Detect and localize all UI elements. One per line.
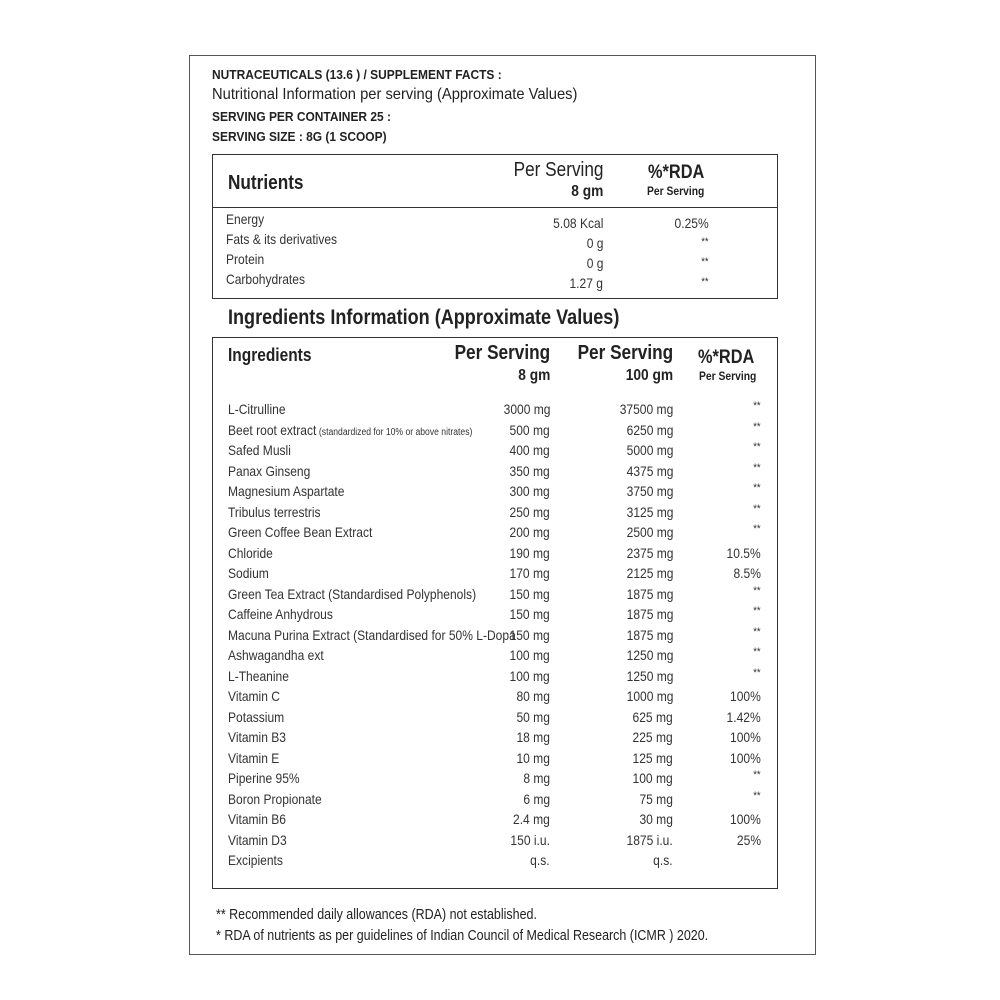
ingredients-col-rda: %*RDA xyxy=(698,347,755,368)
ingredient-name xyxy=(228,791,322,807)
ingredient-per-100: 5000 mg xyxy=(626,442,673,458)
ingredient-per-serving: 100 mg xyxy=(509,667,550,684)
ingredient-per-100: 1250 mg xyxy=(626,647,673,663)
ingredients-col-per-serving: Per Serving xyxy=(454,342,550,364)
ingredient-name xyxy=(228,832,287,848)
nutrient-per-serving: 5.08 Kcal xyxy=(552,215,603,231)
ingredient-name-text: Piperine 95% xyxy=(228,770,300,786)
ingredient-name-text: Vitamin D3 xyxy=(228,831,287,848)
header-line-2: Nutritional Information per serving (Approximate Values) xyxy=(212,86,578,103)
ingredient-per-serving: 80 mg xyxy=(516,688,550,704)
ingredient-per-serving: 200 mg xyxy=(509,524,550,540)
ingredient-row xyxy=(213,463,777,484)
ingredients-col-label: Ingredients xyxy=(228,345,312,365)
ingredient-per-100: 3125 mg xyxy=(626,503,673,520)
ingredient-rda: ** xyxy=(753,584,761,597)
ingredient-row xyxy=(213,504,777,525)
ingredient-name-text: Macuna Purina Extract (Standardised for 50% L-Dopa xyxy=(228,626,516,643)
ingredient-per-serving: 400 mg xyxy=(509,442,550,458)
ingredient-per-serving: 150 mg xyxy=(509,626,550,643)
ingredient-name xyxy=(228,688,280,704)
ingredient-name xyxy=(228,750,279,766)
ingredient-row xyxy=(213,791,777,812)
ingredient-per-serving: 170 mg xyxy=(509,565,550,581)
ingredient-name-text: Vitamin C xyxy=(228,688,280,704)
nutrients-col-per-serving: Per Serving xyxy=(513,159,603,181)
nutrient-rda: ** xyxy=(701,276,709,288)
ingredient-per-serving: 2.4 mg xyxy=(513,811,550,827)
ingredient-name-text: Vitamin B3 xyxy=(228,729,287,745)
ingredient-rda: 100% xyxy=(730,729,761,745)
ingredient-per-serving: 150 i.u. xyxy=(510,831,550,848)
ingredients-col-per-serving-sub: 8 gm xyxy=(517,367,550,384)
ingredient-per-100: 2375 mg xyxy=(626,544,673,561)
ingredient-name-text: Magnesium Aspartate xyxy=(228,483,345,499)
ingredient-per-serving: 3000 mg xyxy=(503,401,550,417)
ingredient-row xyxy=(213,586,777,607)
ingredient-per-100: 37500 mg xyxy=(619,401,673,417)
ingredient-name-text: Sodium xyxy=(228,565,269,581)
ingredient-row xyxy=(213,442,777,463)
ingredient-row xyxy=(213,483,777,504)
ingredient-rda: 25% xyxy=(736,831,761,848)
ingredient-rda: ** xyxy=(753,769,761,781)
ingredient-name xyxy=(228,770,300,786)
header-line-1: NUTRACEUTICALS (13.6 ) / SUPPLEMENT FACTS : xyxy=(212,67,502,82)
ingredient-per-serving: 350 mg xyxy=(509,462,550,479)
ingredient-per-serving: q.s. xyxy=(530,852,550,868)
ingredient-name-text: L-Theanine xyxy=(228,667,289,684)
ingredient-name xyxy=(228,504,321,520)
ingredient-rda: 100% xyxy=(730,811,761,827)
ingredient-name-text: Green Tea Extract (Standardised Polyphenols) xyxy=(228,585,477,602)
ingredient-rda: ** xyxy=(753,420,761,433)
ingredient-per-serving: 10 mg xyxy=(516,749,550,766)
ingredient-rda: 100% xyxy=(730,688,761,704)
ingredient-rda: ** xyxy=(753,461,761,474)
ingredient-per-serving: 50 mg xyxy=(516,708,550,725)
ingredient-name-text: Vitamin B6 xyxy=(228,811,287,827)
nutrients-table xyxy=(212,154,778,299)
nutrient-row xyxy=(213,271,777,292)
ingredient-rda: ** xyxy=(753,646,761,658)
nutrients-col-per-serving-sub: 8 gm xyxy=(570,183,603,200)
ingredient-name-text: Boron Propionate xyxy=(228,790,322,807)
ingredient-row xyxy=(213,401,777,422)
ingredients-col-per-100-sub: 100 gm xyxy=(625,367,673,384)
ingredient-name xyxy=(228,811,286,827)
ingredient-row xyxy=(213,627,777,648)
ingredient-per-100: 2125 mg xyxy=(626,565,673,581)
ingredients-col-rda-sub: Per Serving xyxy=(699,369,757,383)
ingredient-name xyxy=(228,442,291,458)
ingredient-row xyxy=(213,606,777,627)
ingredient-per-serving: 300 mg xyxy=(509,483,550,499)
ingredient-name-text: Safed Musli xyxy=(228,442,291,458)
nutrients-col-rda-sub: Per Serving xyxy=(647,184,705,198)
ingredient-per-100: 1875 mg xyxy=(626,626,673,643)
ingredient-rda: ** xyxy=(753,789,761,802)
ingredient-rda: ** xyxy=(753,482,761,494)
nutrient-per-serving: 1.27 g xyxy=(569,275,603,291)
ingredient-name xyxy=(228,483,344,499)
ingredient-row xyxy=(213,852,777,873)
ingredient-rda: ** xyxy=(753,605,761,617)
ingredient-row xyxy=(213,832,777,853)
nutrients-col-rda: %*RDA xyxy=(648,162,705,183)
ingredient-name-text: Tribulus terrestris xyxy=(228,503,321,520)
ingredient-rda: ** xyxy=(753,666,761,679)
ingredients-col-per-100: Per Serving xyxy=(577,342,673,364)
ingredient-name xyxy=(228,524,372,540)
ingredient-rda: 10.5% xyxy=(726,544,761,561)
ingredient-name xyxy=(228,586,476,602)
ingredient-name-text: Green Coffee Bean Extract xyxy=(228,524,373,540)
ingredient-per-100: 4375 mg xyxy=(626,462,673,479)
ingredient-name xyxy=(228,647,324,663)
ingredient-name xyxy=(228,709,284,725)
ingredient-per-100: 2500 mg xyxy=(626,524,673,540)
ingredient-rda: 1.42% xyxy=(726,708,761,725)
ingredient-rda: ** xyxy=(753,441,761,453)
ingredient-name-text: Potassium xyxy=(228,708,285,725)
nutrient-rda: ** xyxy=(701,256,709,268)
ingredient-per-100: 225 mg xyxy=(632,729,673,745)
ingredient-per-serving: 18 mg xyxy=(516,729,550,745)
ingredient-per-serving: 190 mg xyxy=(509,544,550,561)
ingredient-row xyxy=(213,647,777,668)
ingredient-per-100: 1000 mg xyxy=(626,688,673,704)
ingredient-name-text: Chloride xyxy=(228,544,273,561)
ingredient-per-100: 625 mg xyxy=(632,708,673,725)
ingredient-row xyxy=(213,422,777,443)
ingredient-per-serving: 6 mg xyxy=(523,790,550,807)
ingredient-per-100: 1875 i.u. xyxy=(626,831,673,848)
ingredient-per-serving: 100 mg xyxy=(509,647,550,663)
footnote-1: ** Recommended daily allowances (RDA) not established. xyxy=(216,907,537,923)
ingredient-name-text: Vitamin E xyxy=(228,749,280,766)
ingredient-name-text: L-Citrulline xyxy=(228,401,286,417)
ingredient-per-100: 1250 mg xyxy=(626,667,673,684)
nutrient-rda: 0.25% xyxy=(674,215,709,231)
ingredient-per-serving: 8 mg xyxy=(523,770,550,786)
ingredient-rda: ** xyxy=(753,625,761,638)
ingredient-name xyxy=(228,627,516,643)
ingredient-name xyxy=(228,463,310,479)
nutrient-name: Energy xyxy=(226,211,265,227)
nutrient-name: Protein xyxy=(226,251,265,267)
ingredients-title: Ingredients Information (Approximate Values) xyxy=(228,306,620,329)
ingredient-per-100: 75 mg xyxy=(639,790,673,807)
ingredient-name-text: Caffeine Anhydrous xyxy=(228,606,333,622)
nutrient-rda: ** xyxy=(701,236,709,248)
ingredient-rda: ** xyxy=(753,400,761,412)
ingredient-name-text: Beet root extract xyxy=(228,421,317,438)
nutrient-name: Carbohydrates xyxy=(226,271,305,287)
ingredient-row xyxy=(213,811,777,832)
ingredient-per-100: 1875 mg xyxy=(626,606,673,622)
nutrient-per-serving: 0 g xyxy=(586,255,603,271)
ingredient-name xyxy=(228,606,333,622)
ingredient-row xyxy=(213,668,777,689)
nutrient-row xyxy=(213,231,777,252)
ingredient-per-100: 6250 mg xyxy=(626,421,673,438)
ingredient-rda: 100% xyxy=(730,749,761,766)
ingredient-per-serving: 150 mg xyxy=(509,585,550,602)
ingredient-row xyxy=(213,709,777,730)
ingredient-name xyxy=(228,401,286,417)
ingredient-name-note: (standardized for 10% or above nitrates) xyxy=(318,426,473,438)
ingredient-per-100: 30 mg xyxy=(639,811,673,827)
ingredient-row xyxy=(213,770,777,791)
ingredient-row xyxy=(213,750,777,771)
header-line-3: SERVING PER CONTAINER 25 : xyxy=(212,109,391,124)
ingredient-per-100: 1875 mg xyxy=(626,585,673,602)
ingredient-per-100: 3750 mg xyxy=(626,483,673,499)
ingredient-name xyxy=(228,545,273,561)
ingredients-table xyxy=(212,337,778,889)
ingredient-per-100: 100 mg xyxy=(632,770,673,786)
ingredient-name xyxy=(228,668,289,684)
nutrient-per-serving: 0 g xyxy=(586,235,603,251)
nutrient-name: Fats & its derivatives xyxy=(226,231,338,247)
ingredient-name-text: Excipients xyxy=(228,852,283,868)
footnote-2: * RDA of nutrients as per guidelines of Indian Council of Medical Research (ICMR ) 2020. xyxy=(216,928,709,944)
ingredient-per-100: q.s. xyxy=(653,852,673,868)
header-line-4: SERVING SIZE : 8G (1 SCOOP) xyxy=(212,129,387,144)
ingredient-row xyxy=(213,565,777,586)
ingredient-name-text: Panax Ginseng xyxy=(228,462,311,479)
ingredient-row xyxy=(213,545,777,566)
ingredient-per-serving: 500 mg xyxy=(509,421,550,438)
ingredient-per-100: 125 mg xyxy=(632,749,673,766)
ingredient-rda: ** xyxy=(753,523,761,535)
ingredient-name xyxy=(228,565,269,581)
nutrients-col-label: Nutrients xyxy=(228,172,304,194)
nutrient-row xyxy=(213,251,777,272)
ingredient-per-serving: 150 mg xyxy=(509,606,550,622)
ingredient-per-serving: 250 mg xyxy=(509,503,550,520)
nutrients-header-divider xyxy=(213,207,777,208)
ingredient-name-text: Ashwagandha ext xyxy=(228,647,324,663)
ingredient-name xyxy=(228,729,286,745)
ingredient-name xyxy=(228,852,283,868)
ingredient-row xyxy=(213,524,777,545)
ingredient-name xyxy=(228,422,472,438)
ingredient-row xyxy=(213,729,777,750)
ingredient-rda: 8.5% xyxy=(733,565,761,581)
ingredient-row xyxy=(213,688,777,709)
nutrient-row xyxy=(213,211,777,232)
ingredient-rda: ** xyxy=(753,502,761,515)
